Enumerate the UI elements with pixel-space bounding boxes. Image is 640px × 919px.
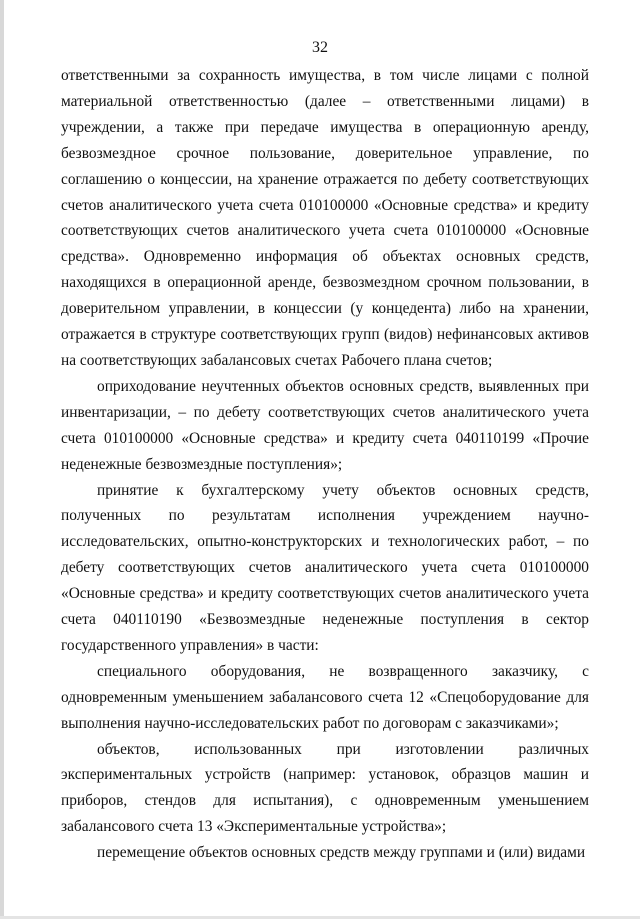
paragraph-unaccounted-assets: оприходование неучтенных объектов основных средств, выявленных при инвентаризации, – по дебету соответствующих счетов аналитического учета счета 010100000 «Основные средства» и кредиту счета 040110199 «Прочие неденежные безвозмездные поступления»;: [61, 377, 589, 473]
paragraph-asset-transfer: перемещение объектов основных средств между группами и (или) видами: [97, 844, 586, 862]
paragraph-special-equipment: специального оборудования, не возвращенного заказчику, с одновременным уменьшением забалансового счета 12 «Спецоборудование для выполнения научно-исследовательских работ по договорам с заказчиками»;: [61, 662, 589, 732]
paragraph-research-results: принятие к бухгалтерскому учету объектов основных средств, полученных по результатам исполнения учреждением научно-исследовательских, опытно-конструкторских и технологических работ, – по дебету соответствующих счетов аналитического учета счета 010100000 «Основные средства» и кредиту соответствующих счетов аналитического учета счета 040110190 «Безвозмездные неденежные поступления в сектор государственного управления» в части:: [61, 481, 589, 654]
page-number: 32: [312, 39, 328, 56]
paragraph-experimental-devices: объектов, использованных при изготовлении различных экспериментальных устройств (например: установок, образцов машин и приборов, стендов для испытания), с одновременным уменьшением забалансового счета 13 «Экспериментальные устройства»;: [61, 740, 589, 836]
document-body: [61, 63, 589, 866]
scan-edge-left: [0, 0, 4, 919]
paragraph-continuation: ответственными за сохранность имущества, в том числе лицами с полной материальной ответственностью (далее – ответственными лицами) в учреждении, а также при передаче имущества в операционную аренду, безвозмездное срочное пользование, доверительное управление, по соглашению о концессии, на хранение отражается по дебету соответствующих счетов аналитического учета счета 010100000 «Основные средства» и кредиту соответствующих счетов аналитического учета счета 010100000 «Основные средства». Одновременно информация об объектах основных средств, находящихся в операционной аренде, безвозмездном срочном пользовании, в доверительном управлении, в концессии (у концедента) либо на хранении, отражается в структуре соответствующих групп (видов) нефинансовых активов на соответствующих забалансовых счетах Рабочего плана счетов;: [61, 67, 589, 369]
